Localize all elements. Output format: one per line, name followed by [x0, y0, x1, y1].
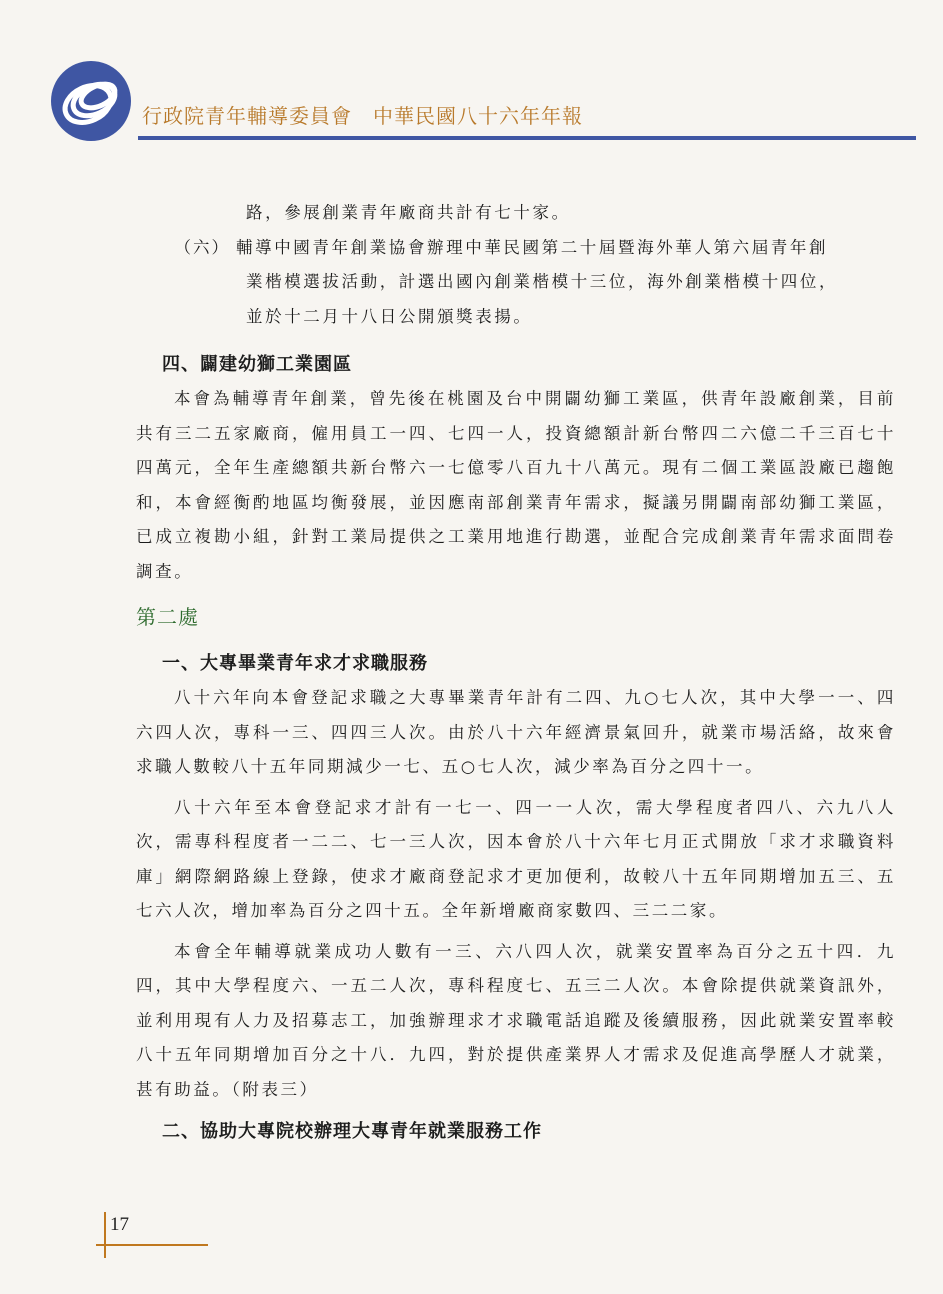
- page-number-rule-horizontal: [96, 1244, 208, 1246]
- document-body: [136, 196, 896, 1149]
- section-heading: 四、闢建幼獅工業園區: [162, 354, 352, 375]
- page-number: 17: [110, 1214, 129, 1235]
- list-item-text: 輔導中國青年創業協會辦理中華民國第二十屆暨海外華人第六屆青年創: [236, 237, 829, 257]
- section-heading: 一、大專畢業青年求才求職服務: [162, 653, 428, 674]
- list-item-number: （六）: [174, 237, 230, 257]
- paragraph: 本會全年輔導就業成功人數有一三、六八四人次，就業安置率為百分之五十四．九四，其中大學程度六、一五二人次，專科程度七、五三二人次。本會除提供就業資訊外，並利用現有人力及招募志工，加強辦理求才求職電話追蹤及後續服務，因此就業安置率較八十五年同期增加百分之十八．九四，對於提供產業界人才需求及促進高學歷人才就業，甚有助益。（附表三）: [136, 941, 896, 1099]
- division-heading: 第二處: [136, 605, 199, 629]
- header-title: 行政院青年輔導委員會 中華民國八十六年年報: [142, 104, 583, 128]
- list-item-continuation: 並於十二月十八日公開頒獎表揚。: [246, 306, 533, 326]
- header-logo: [48, 58, 134, 144]
- page-number-rule-vertical: [104, 1212, 106, 1258]
- paragraph: 八十六年至本會登記求才計有一七一、四一一人次，需大學程度者四八、六九八人次，需專科程度者一二二、七一三人次，因本會於八十六年七月正式開放「求才求職資料庫」網際網路線上登錄，使求才廠商登記求才更加便利，故較八十五年同期增加五三、五七六人次，增加率為百分之四十五。全年新增廠商家數四、三二二家。: [136, 797, 896, 920]
- section-heading: 二、協助大專院校辦理大專青年就業服務工作: [162, 1121, 542, 1142]
- continuation-line: 路，參展創業青年廠商共計有七十家。: [246, 203, 571, 222]
- paragraph: 八十六年向本會登記求職之大專畢業青年計有二四、九○七人次，其中大學一一、四六四人次，專科一三、四四三人次。由於八十六年經濟景氣回升，就業市場活絡，故來會求職人數較八十五年同期減少一七、五○七人次，減少率為百分之四十一。: [136, 688, 896, 776]
- list-item-continuation: 業楷模選拔活動，計選出國內創業楷模十三位，海外創業楷模十四位，: [246, 272, 839, 291]
- list-item-6: [126, 231, 896, 266]
- page-number-mark: [96, 1212, 208, 1258]
- paragraph: 本會為輔導青年創業，曾先後在桃園及台中開闢幼獅工業區，供青年設廠創業，目前共有三二五家廠商，僱用員工一四、七四一人，投資總額計新台幣四二六億二千三百七十四萬元，全年生產總額共新台幣六一七億零八百九十八萬元。現有二個工業區設廠已趨飽和，本會經衡酌地區均衡發展，並因應南部創業青年需求，擬議另開闢南部幼獅工業區，已成立複勘小組，針對工業局提供之工業用地進行勘選，並配合完成創業青年需求面問卷調查。: [136, 389, 896, 581]
- header-rule: [138, 136, 916, 140]
